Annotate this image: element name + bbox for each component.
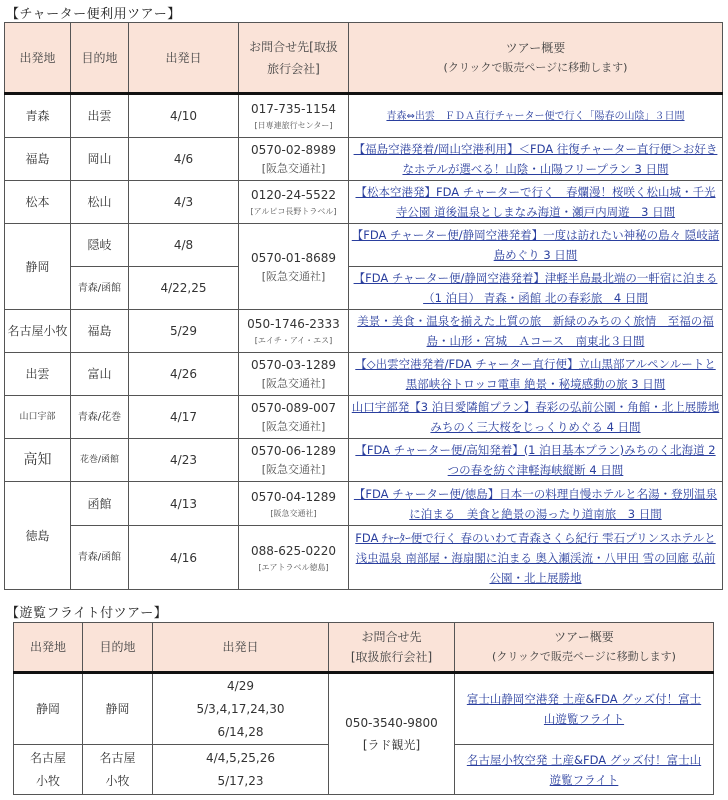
charter-tours-table <box>4 22 723 590</box>
header-origin: 出発地 <box>5 23 71 94</box>
table-row <box>5 353 723 396</box>
tour-cell <box>349 439 723 482</box>
origin-cell: 静岡 <box>5 224 71 310</box>
table-row <box>5 526 723 590</box>
tour-cell <box>349 181 723 224</box>
header-summary-note: (クリックで販売ページに移動します) <box>492 650 676 663</box>
date-cell: 4/22,25 <box>129 267 239 310</box>
contact-cell <box>239 439 349 482</box>
agency-name: [阪急交通社] <box>261 463 326 476</box>
destination-cell: 青森/花巻 <box>71 396 129 439</box>
date-cell: 4/23 <box>129 439 239 482</box>
origin-cell: 静岡 <box>14 673 83 745</box>
contact-cell <box>239 482 349 526</box>
tour-cell <box>349 267 723 310</box>
header-destination: 目的地 <box>83 623 153 673</box>
origin-cell: 福島 <box>5 138 71 181</box>
phone-number: 0570-01-8689 <box>250 250 336 265</box>
header-summary-title: ツアー概要 <box>554 630 614 644</box>
tour-link[interactable]: 【FDA チャーター便/静岡空港発着】津軽半島最北端の一軒宿に泊まる（1 泊目） 青森・函館 北の春彩旅 4 日間 <box>353 271 718 305</box>
tour-cell <box>349 224 723 267</box>
origin-cell: 出雲 <box>5 353 71 396</box>
table-row <box>5 181 723 224</box>
header-date: 出発日 <box>153 623 329 673</box>
origin-cell: 名古屋小牧 <box>5 310 71 353</box>
destination-cell: 青森/函館 <box>71 526 129 590</box>
tour-cell <box>349 353 723 396</box>
tour-link[interactable]: 富士山静岡空港発 土産&FDA グッズ付！富士山遊覧フライト <box>466 692 702 726</box>
origin-cell: 高知 <box>5 439 71 482</box>
destination-cell: 名古屋小牧 <box>83 745 153 795</box>
date-cell: 4/3 <box>129 181 239 224</box>
agency-name: [阪急交通社] <box>270 508 317 518</box>
destination-cell: 隠岐 <box>71 224 129 267</box>
tour-link[interactable]: 【松本空港発】FDA チャーターで行く 春爛漫！桜咲く松山城・千光寺公園 道後温泉としまなみ海道・瀬戸内周遊 3 日間 <box>355 185 716 219</box>
tour-cell <box>349 310 723 353</box>
agency-name: [アルピコ長野トラベル] <box>250 207 337 216</box>
destination-cell: 富山 <box>71 353 129 396</box>
sightseeing-section-title: 【遊覧フライト付ツアー】 <box>6 606 168 621</box>
header-contact-note: [取扱旅行会社] <box>350 650 433 664</box>
origin-cell: 山口宇部 <box>5 396 71 439</box>
tour-link[interactable]: 美景・美食・温泉を揃えた上質の旅 新緑のみちのく旅情 至福の福島・山形・宮城 Ａコース 南東北３日間 <box>357 314 714 348</box>
tour-link[interactable]: FDA ﾁｬｰﾀｰ便で行く 春のいわて青森さくら紀行 雫石プリンスホテルと浅虫温泉 南部屋・海扇閣に泊まる 奥入瀬渓流・八甲田 雪の回廊 弘前公園・北上展勝地 <box>355 530 716 585</box>
agency-name: [阪急交通社] <box>261 377 326 390</box>
header-summary <box>349 23 723 94</box>
header-summary <box>455 623 714 673</box>
date-cell: 4/16 <box>129 526 239 590</box>
tour-cell <box>349 482 723 526</box>
origin-cell: 名古屋小牧 <box>14 745 83 795</box>
tour-cell <box>349 526 723 590</box>
contact-cell <box>239 138 349 181</box>
phone-number: 0570-06-1289 <box>250 444 336 458</box>
tour-link[interactable]: 【福島空港発着/岡山空港利用】＜FDA 往復チャーター直行便＞お好きなホテルが選べる！山陰・山陽フリープラン 3 日間 <box>353 142 718 176</box>
tour-link[interactable]: 青森⇔出雲 ＦＤＡ直行チャーター便で行く「陽春の山陰」３日間 <box>386 111 685 122</box>
header-destination: 目的地 <box>71 23 129 94</box>
tour-cell <box>349 396 723 439</box>
sightseeing-tours-table <box>13 622 714 795</box>
phone-number: 0120-24-5522 <box>250 188 336 202</box>
tour-link[interactable]: 【FDA チャーター便/高知発着】(1 泊目基本プラン)みちのく北海道 2 つの春を紡ぐ津軽海峡縦断 4 日間 <box>355 443 716 477</box>
table-row <box>5 224 723 267</box>
destination-cell: 松山 <box>71 181 129 224</box>
phone-number: 088-625-0220 <box>250 543 336 558</box>
table-row <box>5 482 723 526</box>
date-cell <box>153 745 329 795</box>
agency-name: [ラド観光] <box>362 738 421 752</box>
header-summary-title: ツアー概要 <box>505 40 566 55</box>
date-cell: 4/8 <box>129 224 239 267</box>
phone-number: 0570-04-1289 <box>250 489 336 504</box>
date-cell <box>153 673 329 745</box>
date-cell: 4/26 <box>129 353 239 396</box>
date-cell: 4/10 <box>129 94 239 138</box>
date-cell: 4/13 <box>129 482 239 526</box>
date-line: 4/4,5,25,26 <box>206 750 275 765</box>
header-contact <box>329 623 455 673</box>
agency-name: [エアトラベル徳島] <box>258 562 329 572</box>
contact-cell <box>239 396 349 439</box>
header-contact: お問合せ先[取扱旅行会社] <box>239 23 349 94</box>
destination-cell: 福島 <box>71 310 129 353</box>
destination-cell: 出雲 <box>71 94 129 138</box>
agency-name: [エイチ・アイ・エス] <box>254 336 333 345</box>
table-row <box>5 138 723 181</box>
origin-cell: 徳島 <box>5 482 71 590</box>
table-row <box>5 94 723 138</box>
tour-link[interactable]: 【FDA チャーター便/徳島】日本一の料理自慢ホテルと名湯・登別温泉に泊まる 美食と絶景の湯ったり道南旅 3 日間 <box>353 486 718 521</box>
table-row <box>5 396 723 439</box>
destination-cell: 岡山 <box>71 138 129 181</box>
date-cell: 5/29 <box>129 310 239 353</box>
phone-number: 0570-02-8989 <box>250 143 336 157</box>
contact-cell <box>239 310 349 353</box>
contact-cell <box>239 224 349 310</box>
phone-number: 050-3540-9800 <box>345 716 438 730</box>
agency-name: [日専連旅行センター] <box>254 121 333 130</box>
contact-cell <box>239 526 349 590</box>
phone-number: 017-735-1154 <box>250 102 336 116</box>
table-header-row <box>14 623 714 673</box>
table-row <box>5 310 723 353</box>
tour-cell <box>455 673 714 745</box>
phone-number: 0570-089-007 <box>250 401 336 415</box>
contact-cell <box>239 181 349 224</box>
charter-section-title: 【チャーター便利用ツアー】 <box>6 7 181 22</box>
destination-cell: 花巻/函館 <box>71 439 129 482</box>
date-line: 6/14,28 <box>217 724 264 739</box>
date-cell: 4/6 <box>129 138 239 181</box>
tour-link[interactable]: 【FDA チャーター便/静岡空港発着】一度は訪れたい神秘の島々 隠岐諸島めぐり 3 日間 <box>351 228 720 262</box>
contact-cell <box>239 353 349 396</box>
agency-name: [阪急交通社] <box>261 269 326 283</box>
agency-name: [阪急交通社] <box>261 162 326 175</box>
tour-link[interactable]: 名古屋小牧空発 土産&FDA グッズ付！富士山遊覧フライト <box>466 752 702 787</box>
header-summary-note: (クリックで販売ページに移動します) <box>443 60 628 74</box>
date-line: 5/17,23 <box>217 773 264 788</box>
phone-number: 050-1746-2333 <box>247 317 340 331</box>
contact-cell <box>329 673 455 795</box>
date-line: 4/29 <box>227 678 254 693</box>
tour-cell <box>349 94 723 138</box>
table-row <box>5 267 723 310</box>
destination-cell: 静岡 <box>83 673 153 745</box>
tour-link[interactable]: 山口宇部発【3 泊目愛隣館プラン】春彩の弘前公園・角館・北上展勝地みちのく三大桜をじっくりめぐる 4 日間 <box>351 400 720 434</box>
destination-cell: 函館 <box>71 482 129 526</box>
date-cell: 4/17 <box>129 396 239 439</box>
table-row <box>14 673 714 745</box>
table-header-row <box>5 23 723 94</box>
tour-cell <box>455 745 714 795</box>
agency-name: [阪急交通社] <box>261 420 326 433</box>
destination-cell: 青森/函館 <box>71 267 129 310</box>
table-row <box>5 439 723 482</box>
date-line: 5/3,4,17,24,30 <box>196 701 285 716</box>
tour-link[interactable]: 【◇出雲空港発着/FDA チャーター直行便】立山黒部アルペンルートと黒部峡谷トロッコ電車 絶景・秘境感動の旅 3 日間 <box>355 357 716 391</box>
header-date: 出発日 <box>129 23 239 94</box>
header-contact-title: お問合せ先 <box>361 630 422 644</box>
origin-cell: 松本 <box>5 181 71 224</box>
tour-cell <box>349 138 723 181</box>
header-origin: 出発地 <box>14 623 83 673</box>
origin-cell: 青森 <box>5 94 71 138</box>
contact-cell <box>239 94 349 138</box>
phone-number: 0570-03-1289 <box>250 358 336 372</box>
